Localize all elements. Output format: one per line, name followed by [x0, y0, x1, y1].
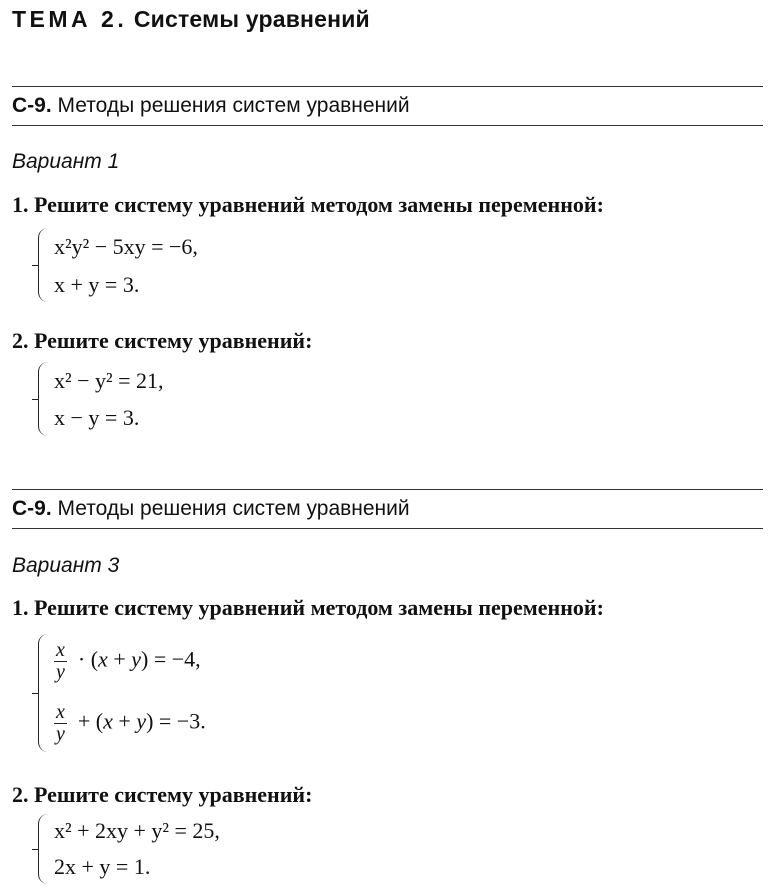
task-text: Решите систему уравнений методом замены переменной:: [34, 192, 604, 217]
task-text: Решите систему уравнений методом замены переменной:: [34, 595, 604, 620]
section-2-task-2-system: [38, 814, 358, 886]
section-1-variant: Вариант 1: [12, 150, 120, 173]
section-1-top-rule: [12, 86, 763, 87]
section-1-task-1-system: [38, 228, 338, 304]
section-1-heading: [12, 94, 410, 118]
section-2-title: Методы решения систем уравнений: [57, 497, 410, 520]
equation: $\frac{x}{y}$ · (x + y) = −4,: [56, 639, 201, 683]
system-brace: [38, 228, 49, 302]
section-2-task-1-system: [38, 634, 358, 754]
section-2-heading: [12, 497, 410, 521]
section-2-top-rule: [12, 489, 763, 490]
equation: 2x + y = 1.: [54, 854, 151, 879]
task-number: 1.: [12, 595, 29, 620]
task-number: 2.: [12, 328, 29, 353]
topic-header: [12, 6, 370, 33]
section-2-task-1: [12, 595, 604, 621]
equation: x + y = 3.: [54, 272, 140, 297]
section-1-code: С-9.: [12, 94, 52, 117]
system-brace: [38, 362, 49, 436]
equation: x² − y² = 21,: [54, 368, 164, 393]
section-2-task-2: [12, 782, 312, 808]
task-number: 2.: [12, 782, 29, 807]
task-text: Решите систему уравнений:: [34, 782, 313, 807]
section-1-title: Методы решения систем уравнений: [57, 94, 410, 117]
task-text: Решите систему уравнений:: [34, 328, 313, 353]
section-1-task-2: [12, 328, 312, 354]
task-number: 1.: [12, 192, 29, 217]
equation: x − y = 3.: [54, 405, 140, 430]
topic-label: ТЕМА 2.: [12, 6, 128, 32]
system-brace: [38, 634, 49, 752]
section-1-task-1: [12, 192, 604, 218]
section-2-variant: Вариант 3: [12, 554, 120, 577]
equation: x²y² − 5xy = −6,: [54, 234, 198, 259]
system-brace: [38, 814, 49, 884]
fraction-x-over-y: $\frac{x}{y}$: [56, 639, 65, 683]
equation: x² + 2xy + y² = 25,: [54, 818, 220, 843]
section-2-code: С-9.: [12, 497, 52, 520]
section-1-task-2-system: [38, 362, 338, 438]
section-1-bottom-rule: [12, 125, 763, 126]
equation: $\frac{x}{y}$ + (x + y) = −3.: [56, 701, 206, 745]
fraction-x-over-y: $\frac{x}{y}$: [56, 701, 65, 745]
topic-title: Системы уравнений: [133, 6, 370, 32]
section-2-bottom-rule: [12, 528, 763, 529]
